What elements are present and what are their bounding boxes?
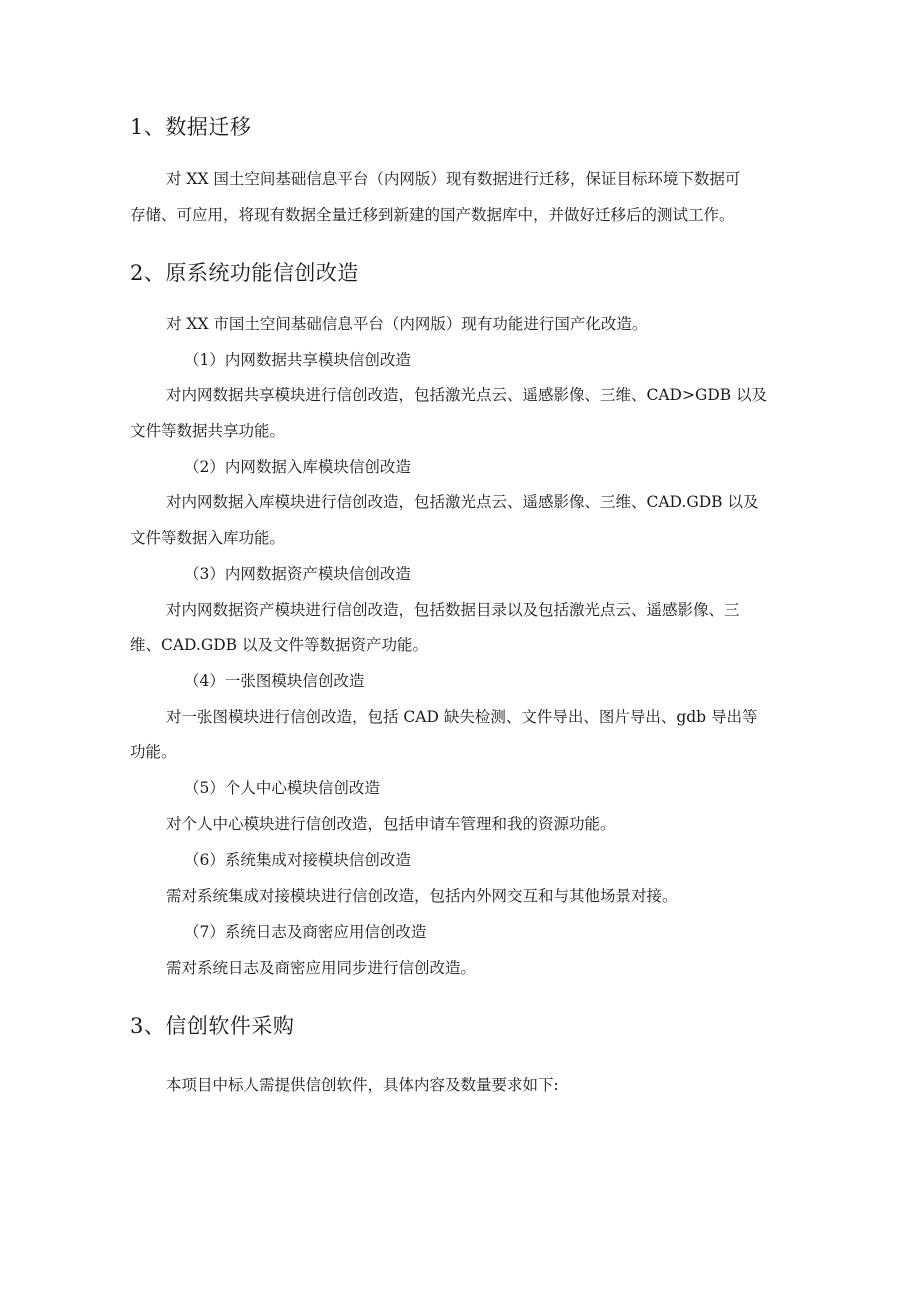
paragraph-line: 本项目中标人需提供信创软件，具体内容及数量要求如下: [166, 1076, 559, 1094]
item-title: （2）内网数据入库模块信创改造 [184, 458, 411, 476]
paragraph-line: 维、CAD.GDB 以及文件等数据资产功能。 [130, 636, 428, 654]
paragraph-line: 文件等数据入库功能。 [130, 529, 286, 547]
item-title: （7）系统日志及商密应用信创改造 [184, 923, 427, 941]
item-title: （1）内网数据共享模块信创改造 [184, 351, 411, 369]
section-heading-software-procurement: 3、信创软件采购 [130, 1014, 295, 1038]
paragraph-line: 对内网数据资产模块进行信创改造，包括数据目录以及包括激光点云、遥感影像、三 [166, 601, 740, 619]
section-heading-data-migration: 1、数据迁移 [130, 115, 252, 139]
paragraph-line: 文件等数据共享功能。 [130, 422, 286, 440]
item-title: （3）内网数据资产模块信创改造 [184, 565, 411, 583]
item-title: （6）系统集成对接模块信创改造 [184, 851, 411, 869]
paragraph-line: 功能。 [130, 743, 177, 761]
paragraph-line: 对 XX 市国土空间基础信息平台（内网版）现有功能进行国产化改造。 [166, 315, 648, 333]
paragraph-line: 对一张图模块进行信创改造，包括 CAD 缺失检测、文件导出、图片导出、gdb 导出等 [166, 708, 758, 726]
section-heading-system-modification: 2、原系统功能信创改造 [130, 261, 359, 285]
paragraph-line: 需对系统集成对接模块进行信创改造，包括内外网交互和与其他场景对接。 [166, 887, 678, 905]
paragraph-line: 存储、可应用，将现有数据全量迁移到新建的国产数据库中，并做好迁移后的测试工作。 [130, 206, 735, 224]
item-title: （5）个人中心模块信创改造 [184, 779, 380, 797]
paragraph-line: 对 XX 国土空间基础信息平台（内网版）现有数据进行迁移，保证目标环境下数据可 [166, 170, 741, 188]
paragraph-line: 对个人中心模块进行信创改造，包括申请车管理和我的资源功能。 [166, 815, 616, 833]
paragraph-line: 对内网数据入库模块进行信创改造，包括激光点云、遥感影像、三维、CAD.GDB 以及 [166, 493, 759, 511]
item-title: （4）一张图模块信创改造 [184, 672, 365, 690]
paragraph-line: 需对系统日志及商密应用同步进行信创改造。 [166, 959, 477, 977]
paragraph-line: 对内网数据共享模块进行信创改造，包括激光点云、遥感影像、三维、CAD>GDB 以及 [166, 386, 768, 404]
